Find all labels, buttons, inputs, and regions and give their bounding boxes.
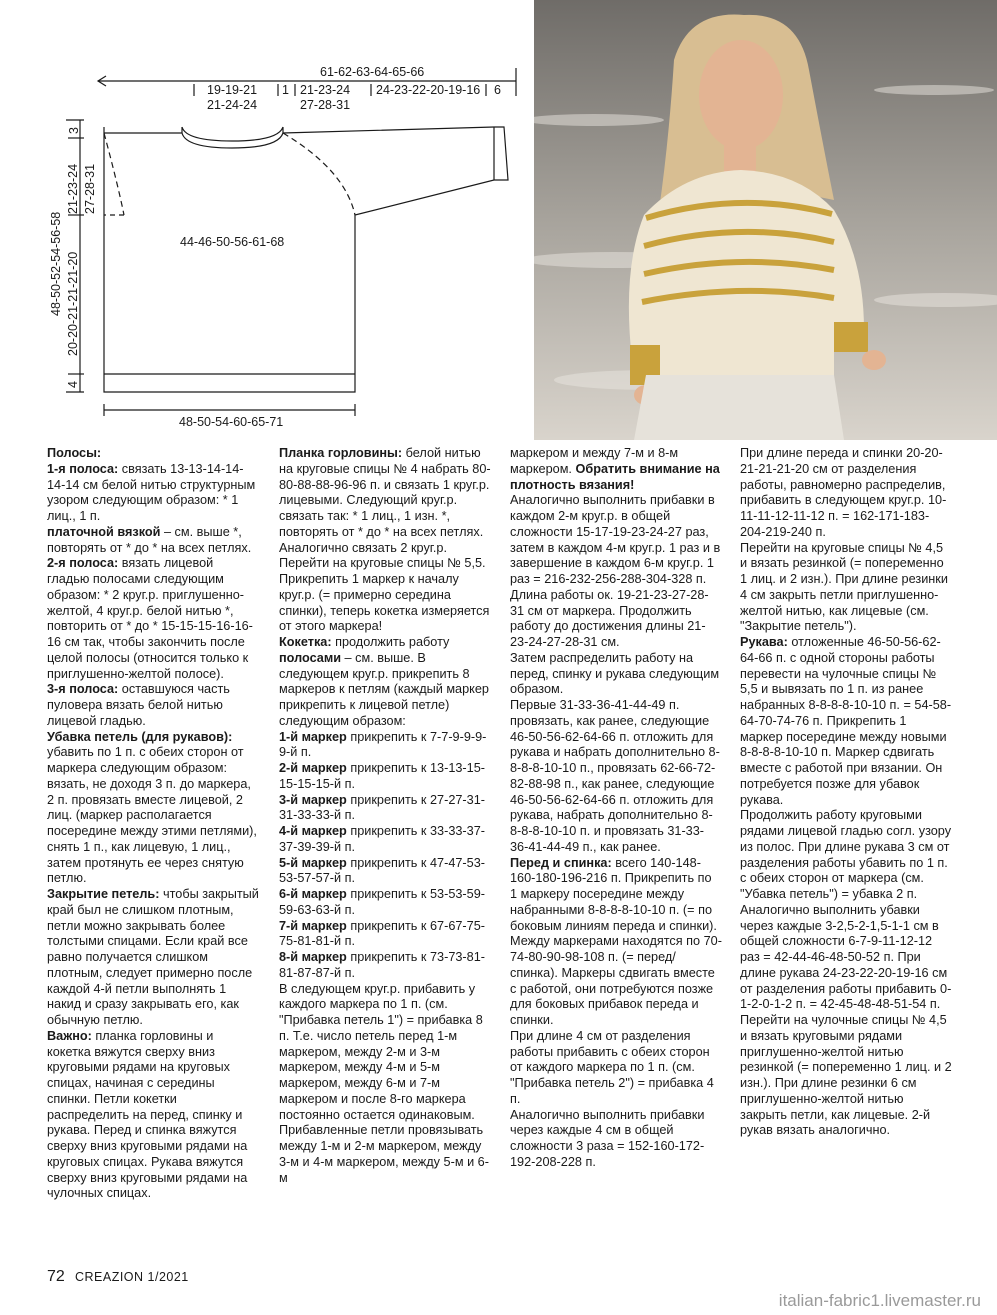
paragraph-text: белой нитью на круговые спицы № 4 набрать 80-80-88-88-96-96 п. и связать 1 круг.р. лицевыми. Следующий круг.р. связать так: * 1 лиц., 1 изн. *, повторять от * до * на всех петлях. Аналогично связать 2 круг.р. Перейти на круговые спицы № 5,5. Прикрепить 1 маркер к началу круг.р. (= примерно середина спинки), теперь кокетка измеряется от этого маркера! bbox=[279, 446, 491, 634]
side-rib-label: 4 bbox=[66, 381, 80, 388]
paragraph-text: прикрепить к 53-53-59-59-63-63-й п. bbox=[279, 887, 485, 917]
paragraph-text: При длине переда и спинки 20-20-21-21-21-20 см от разделения работы, равномерно распределив, прибавить в следующем круг.р. 10-11-11-12-11-12 п. = 162-171-183-204-219-240 п. bbox=[740, 446, 947, 539]
text-column-3 bbox=[510, 446, 722, 1171]
paragraph-text: связать 13-13-14-14-14-14 см белой нитью структурным узором следующим образом: * 1 лиц., 1 п. bbox=[47, 461, 256, 523]
paragraph bbox=[510, 1029, 722, 1108]
paragraph-text: – см. выше *, повторять от * до * на всех петлях. bbox=[47, 524, 252, 555]
paragraph-text: Первые 31-33-36-41-44-49 п. провязать, как ранее, следующие 46-50-56-62-64-66 п. отложить для рукава и набрать дополнительно 8-8-8-8-10-10 п., провязать 62-66-72-82-88-98 п., как ранее, следующие 46-50-56-62-64-66 п. отложить для рукава, набрать дополнительно 8-8-8-8-10-10 п. и провязать 31-33-36-41-44-49 п., как ранее. bbox=[510, 698, 720, 854]
paragraph bbox=[279, 887, 491, 919]
top-sleeve-label: 24-23-22-20-19-16 bbox=[376, 83, 481, 97]
paragraph-heading: Рукава: bbox=[740, 635, 788, 649]
paragraph bbox=[279, 730, 491, 762]
top-neck-label-1: 19-19-21 bbox=[207, 83, 258, 97]
paragraph bbox=[279, 950, 491, 982]
paragraph bbox=[740, 446, 952, 541]
paragraph-text: Затем распределить работу на перед, спинку и рукава следующим образом. bbox=[510, 650, 720, 697]
paragraph-heading: Обратить внимание на плотность вязания! bbox=[510, 461, 720, 492]
side-total-label: 48-50-52-54-56-58 bbox=[49, 211, 63, 316]
side-small-label: 3 bbox=[67, 127, 81, 134]
paragraph-heading: Убавка петель (для рукавов): bbox=[47, 729, 233, 744]
side-yoke-label-2: 27-28-31 bbox=[83, 163, 97, 214]
paragraph-heading: Закрытие петель: bbox=[47, 887, 160, 901]
paragraph-text: Перейти на чулочные спицы № 4,5 и вязать круговыми рядами приглушенно-желтой нитью резинкой (= попеременно 1 лиц. и 2 изн.). При длине резинки 6 см приглушенно-желтой нитью закрыть петли, как лицевые. 2-й рукав вязать аналогично. bbox=[740, 1013, 952, 1138]
paragraph-text: оставшуюся часть пуловера вязать белой нитью лицевой гладью. bbox=[47, 682, 230, 728]
paragraph-text: убавить по 1 п. с обеих сторон от маркера следующим образом: вязать, не доходя 3 п. до маркера, 2 п. провязать вместе лицевой, 2 лиц. (маркер располагается посередине между этими петлями), снять 1 п., как лицевую, 1 лиц., затем протянуть ее через снятую петлю. bbox=[47, 745, 257, 886]
sweater-schema bbox=[0, 0, 530, 440]
top-cuff-label: 6 bbox=[494, 83, 501, 97]
paragraph-heading: 1-й маркер bbox=[279, 729, 347, 744]
top-raglan-label-1: 21-23-24 bbox=[300, 83, 351, 97]
paragraph bbox=[47, 682, 259, 729]
paragraph-text: Продолжить работу круговыми рядами лицевой гладью согл. узору из полос. При длине рукава 3 см от разделения работы убавить по 1 п. с обеих сторон от маркера (см. "Убавка петель") = убавка 2 п. Аналогично выполнить убавки через каждые 3-2,5-2-1,5-1-1 см в общей сложности 6-7-9-11-12-12 раз = 42-44-46-48-50-52 п. При длине рукава 24-23-22-20-19-16 см от разделения работы прибавить 0-1-2-0-1-2 п. = 42-45-48-48-51-54 п. bbox=[740, 808, 952, 1012]
paragraph-heading: 5-й маркер bbox=[279, 855, 347, 870]
text-column-1 bbox=[47, 446, 259, 1202]
paragraph-heading: полосами bbox=[279, 650, 342, 665]
paragraph bbox=[47, 556, 259, 682]
text-column-2 bbox=[279, 446, 491, 1186]
paragraph-text: прикрепить к 13-13-15-15-15-15-й п. bbox=[279, 761, 485, 791]
model-photo bbox=[534, 0, 997, 440]
paragraph bbox=[279, 824, 491, 856]
paragraph-heading: 8-й маркер bbox=[279, 950, 347, 964]
paragraph bbox=[510, 1108, 722, 1171]
paragraph bbox=[740, 635, 952, 808]
text-column-4 bbox=[740, 446, 952, 1139]
paragraph bbox=[47, 446, 259, 462]
paragraph-heading: 7-й маркер bbox=[279, 918, 347, 933]
top-neck-label-2: 21-24-24 bbox=[207, 98, 258, 112]
paragraph bbox=[510, 493, 722, 651]
paragraph-text: прикрепить к 47-47-53-53-57-57-й п. bbox=[279, 855, 485, 886]
paragraph bbox=[279, 651, 491, 730]
paragraph bbox=[279, 761, 491, 793]
paragraph-heading: 3-й маркер bbox=[279, 792, 347, 807]
paragraph-heading: Важно: bbox=[47, 1028, 92, 1043]
paragraph-text: вязать лицевой гладью полосами следующим образом: * 2 круг.р. приглушенно-желтой, 4 круг.р. белой нитью *, повторить от * до * 15-15-15-16-16-16 см так, чтобы закончить после целой полосы (относится только к приглушенно-желтой полосе). bbox=[47, 556, 253, 681]
width-bottom-label: 48-50-54-60-65-71 bbox=[179, 415, 284, 429]
paragraph bbox=[740, 541, 952, 636]
paragraph bbox=[510, 698, 722, 856]
paragraph bbox=[740, 1013, 952, 1139]
top-raglan-label-2: 27-28-31 bbox=[300, 98, 351, 112]
paragraph-heading: 1-я полоса: bbox=[47, 461, 119, 476]
paragraph bbox=[279, 919, 491, 951]
paragraph bbox=[47, 525, 259, 557]
watermark: italian-fabric1.livemaster.ru bbox=[778, 1291, 981, 1310]
paragraph-heading: 2-й маркер bbox=[279, 761, 347, 775]
paragraph-heading: Полосы: bbox=[47, 446, 102, 460]
paragraph-text: чтобы закрытый край был не слишком плотным, петли можно закрывать более толстыми спицами. Если край все равно получается слишком плотным, следует примерно после каждой 4-й петли выполнять 1 накид и сразу закрывать его, как обычную петлю. bbox=[47, 887, 259, 1027]
paragraph-text: прикрепить к 67-67-75-75-81-81-й п. bbox=[279, 918, 485, 949]
paragraph-heading: Планка горловины: bbox=[279, 446, 403, 460]
paragraph-text: Аналогично выполнить прибавки в каждом 2-м круг.р. в общей сложности 15-17-19-23-24-27 раз, затем в каждом 4-м круг.р. 1 раз и в завершение в каждом 6-м круг.р. 1 раз = 216-232-256-288-304-328 п. Длина работы ок. 19-21-23-27-28-31 см от маркера. Продолжить работу до достижения длины 21-23-24-27-28-31 см. bbox=[510, 493, 721, 649]
paragraph-text: продолжить работу bbox=[331, 635, 450, 649]
paragraph-heading: 4-й маркер bbox=[279, 824, 347, 838]
paragraph bbox=[279, 856, 491, 888]
paragraph bbox=[47, 730, 259, 888]
paragraph bbox=[510, 446, 722, 493]
paragraph bbox=[510, 856, 722, 1029]
paragraph-heading: 2-я полоса: bbox=[47, 556, 119, 571]
paragraph-text: прикрепить к 7-7-9-9-9-9-й п. bbox=[279, 729, 487, 760]
paragraph-text: планка горловины и кокетка вяжутся сверху вниз круговыми рядами на круговых спицах, начиная с середины спинки. Петли кокетки распределить на перед, спинку и рукава. Перед и спинка вяжутся сверху вниз круговыми рядами на круговых спицах. Рукава вяжутся сверху вниз круговыми рядами на чулочных спицах. bbox=[47, 1028, 248, 1201]
paragraph bbox=[279, 793, 491, 825]
page-footer bbox=[47, 1268, 189, 1286]
paragraph-text: – см. выше. В следующем круг.р. прикрепить 8 маркеров к петлям (каждый маркер прикрепить к лицевой петле) следующим образом: bbox=[279, 650, 489, 728]
paragraph bbox=[279, 982, 491, 1187]
magazine-issue: CREAZION 1/2021 bbox=[74, 1270, 189, 1284]
side-yoke-label-1: 21-23-24 bbox=[66, 163, 80, 214]
paragraph-text: прикрепить к 33-33-37-37-39-39-й п. bbox=[279, 824, 485, 854]
paragraph-text: отложенные 46-50-56-62-64-66 п. с одной стороны работы перевести на чулочные спицы № 5,5 и вывязать по 1 п. из ранее набранных 8-8-8-8-10-10 п. = 54-58-64-70-74-76 п. Прикрепить 1 маркер посередине между новыми 8-8-8-8-10-10 п. Маркер сдвигать вместе с работой при вязании. Он потребуется позже для убавок рукава. bbox=[740, 635, 952, 807]
paragraph bbox=[740, 808, 952, 1013]
paragraph-heading: Перед и спинка: bbox=[510, 855, 612, 870]
paragraph-text: При длине 4 см от разделения работы прибавить с обеих сторон от каждого маркера по 1 п. (см. "Прибавка петель 2") = прибавка 4 п. bbox=[510, 1028, 714, 1106]
page-number: 72 bbox=[47, 1268, 65, 1285]
paragraph-text: прикрепить к 27-27-31-31-33-33-й п. bbox=[279, 792, 485, 823]
width-mid-label: 44-46-50-56-61-68 bbox=[180, 235, 285, 249]
paragraph bbox=[279, 635, 491, 651]
paragraph-text: прикрепить к 73-73-81-81-87-87-й п. bbox=[279, 950, 485, 980]
paragraph-heading: 6-й маркер bbox=[279, 887, 347, 901]
paragraph-heading: 3-я полоса: bbox=[47, 682, 119, 697]
top-gap-label: 1 bbox=[282, 83, 289, 97]
paragraph-text: Аналогично выполнить прибавки через каждые 4 см в общей сложности 3 раза = 152-160-172-192-208-228 п. bbox=[510, 1107, 705, 1169]
side-body-label: 20-20-21-21-21-20 bbox=[66, 251, 80, 356]
paragraph bbox=[47, 1029, 259, 1202]
paragraph-text: Перейти на круговые спицы № 4,5 и вязать резинкой (= попеременно 1 лиц. и 2 изн.). При длине резинки 4 см закрыть петли приглушенно-желтой нитью, как лицевые (см. "Закрытие петель"). bbox=[740, 540, 948, 634]
paragraph bbox=[510, 651, 722, 698]
paragraph-heading: Кокетка: bbox=[279, 635, 332, 649]
paragraph-text: В следующем круг.р. прибавить у каждого маркера по 1 п. (см. "Прибавка петель 1") = прибавка 8 п. Т.е. число петель перед 1-м маркером, между 2-м и 3-м маркером, между 4-м и 5-м маркером, между 6-м и 7-м маркером и после 8-го маркера постоянно остается одинаковым. Прибавленные петли провязывать между 1-м и 2-м маркером, между 3-м и 4-м маркером, между 5-м и 6-м bbox=[279, 981, 489, 1185]
paragraph bbox=[47, 462, 259, 525]
paragraph-text: всего 140-148-160-180-196-216 п. Прикрепить по 1 маркеру посередине между набранными 8-8-8-8-10-10 п. (= по боковым линиям переда и спинки). Между маркерами находятся по 70-74-80-90-98-108 п. (= перед/спинка). Маркеры сдвигать вместе с работой, они потребуются позже для боковых прибавок переда и спинки. bbox=[510, 855, 722, 1027]
top-total-label: 61-62-63-64-65-66 bbox=[320, 65, 425, 79]
paragraph bbox=[279, 446, 491, 635]
paragraph bbox=[47, 887, 259, 1029]
paragraph-text: маркером и между 7-м и 8-м маркером. bbox=[510, 446, 679, 476]
paragraph-heading: платочной вязкой bbox=[47, 524, 161, 539]
